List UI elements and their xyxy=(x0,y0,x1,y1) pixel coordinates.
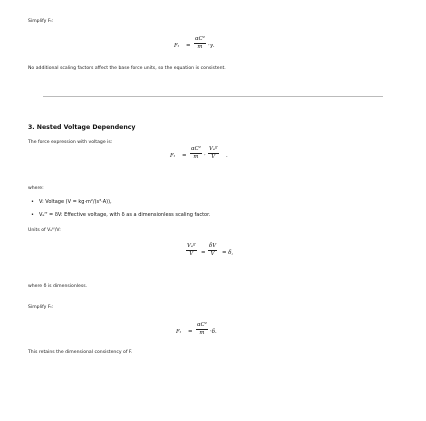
units-label: Units of Vₑᶠᶠ/V: xyxy=(28,228,61,233)
eq2-end: . xyxy=(226,153,228,159)
eq2-dot: · xyxy=(204,153,206,159)
eq4-equals: = xyxy=(188,329,193,335)
final-note: This retains the dimensional consistency of F. xyxy=(28,350,133,355)
eq4-numerator: αC² xyxy=(196,323,208,330)
where-label: where: xyxy=(28,186,44,191)
force-expression-label: The force expression with voltage is: xyxy=(28,140,113,145)
consistency-note: No additional scaling factors affect the base force units, so the equation is consistent. xyxy=(28,66,226,71)
bullet-dot-2: • xyxy=(31,212,34,218)
eq2-lhs: Fₜ xyxy=(170,153,176,159)
eq3-result: = δ, xyxy=(222,250,234,256)
eq2-fraction-1 xyxy=(190,147,202,161)
eq1-fraction xyxy=(194,37,206,51)
eq2-numerator-2: Vₑᶠᶠ xyxy=(208,147,219,154)
eq3-denominator-2: V xyxy=(210,251,215,258)
eq4-lhs: Fₜ xyxy=(176,329,182,335)
delta-note: where δ is dimensionless. xyxy=(28,284,88,289)
eq1-denominator: m xyxy=(197,44,203,51)
definition-item-voltage: V: Voltage (V = kg·m²/(s³·A)), xyxy=(39,199,112,205)
eq4-fraction xyxy=(196,323,208,337)
definition-item-effective-voltage: Vₑᶠᶠ = δV: Effective voltage, with δ as a dimensionless scaling factor. xyxy=(39,212,211,218)
eq3-fraction-2 xyxy=(208,244,217,258)
eq3-equals-1: = xyxy=(201,250,206,256)
eq4-tail: ·δ. xyxy=(210,329,217,335)
simplify-label-2: Simplify Fₜ: xyxy=(28,305,54,310)
eq2-equals: = xyxy=(182,153,187,159)
simplify-label: Simplify Fₜ: xyxy=(28,19,54,24)
eq1-numerator: αC² xyxy=(194,37,206,44)
eq3-fraction-1 xyxy=(186,244,197,258)
eq2-fraction-2 xyxy=(208,147,219,161)
eq3-numerator-1: Vₑᶠᶠ xyxy=(186,244,197,251)
divider-1 xyxy=(43,96,383,97)
bullet-dot-1: • xyxy=(31,199,34,205)
eq1-equals: = xyxy=(186,43,191,49)
eq4-denominator: m xyxy=(199,330,205,337)
eq3-numerator-2: δV xyxy=(208,244,217,251)
eq2-numerator-1: αC² xyxy=(190,147,202,154)
eq1-tail: ·γ. xyxy=(208,43,215,49)
eq2-denominator-2: V xyxy=(211,154,216,161)
eq3-denominator-1: V xyxy=(189,251,194,258)
eq2-denominator-1: m xyxy=(193,154,199,161)
eq1-lhs: Fₜ xyxy=(174,43,180,49)
section-title: 3. Nested Voltage Dependency xyxy=(28,124,136,131)
